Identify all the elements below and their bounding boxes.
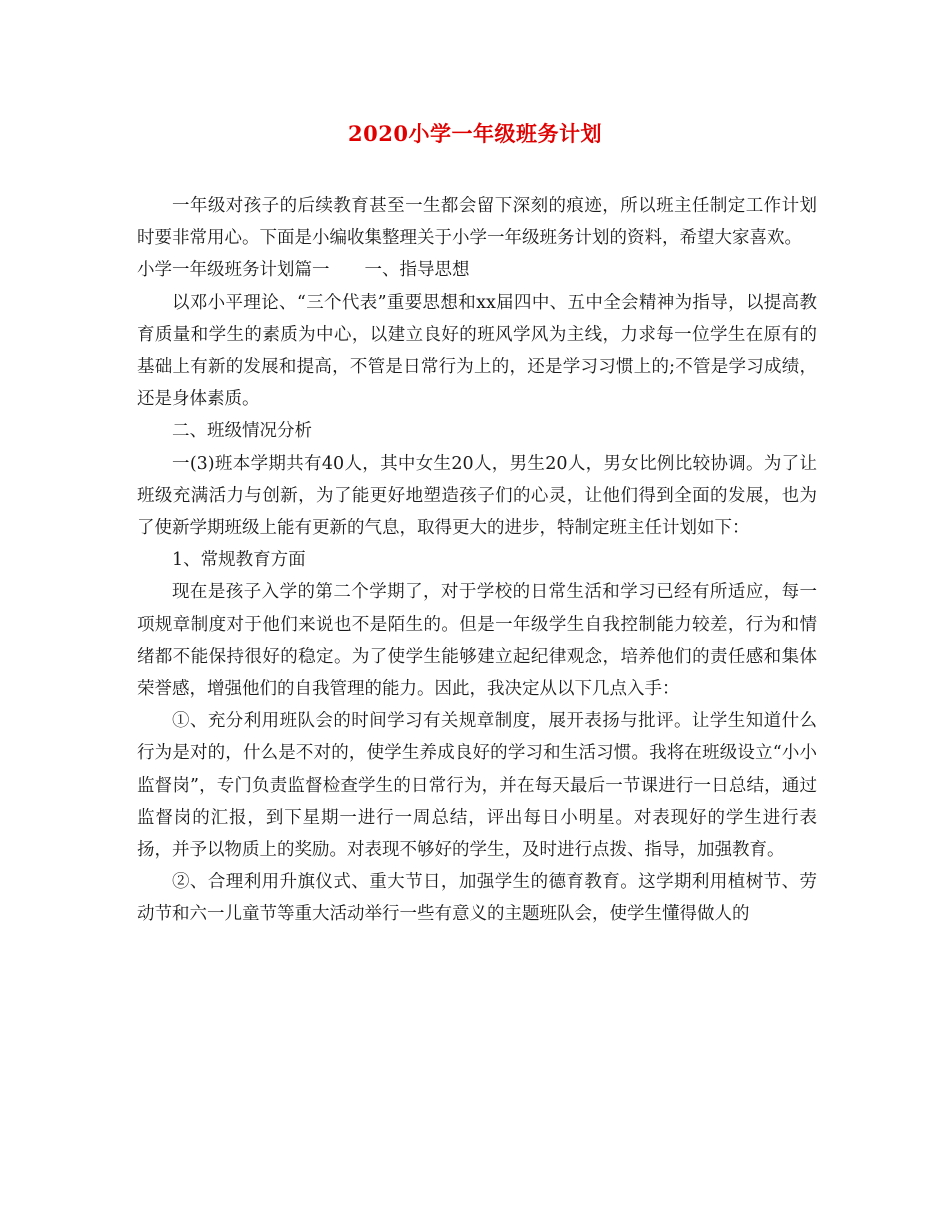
document-title: 2020小学一年级班务计划 xyxy=(348,121,602,146)
paragraph-routine-education: 现在是孩子入学的第二个学期了，对于学校的日常生活和学习已经有所适应，每一项规章制度对于他们来说也不是陌生的。但是一年级学生自我控制能力较差，行为和情绪都不能保持很好的稳定。为了使学生能够建立起纪律观念，培养他们的责任感和集体荣誉感，增强他们的自我管理的能力。因此，我决定从以下几点入手： xyxy=(137,582,817,700)
paragraph-guiding-thought: 以邓小平理论、“三个代表”重要思想和xx届四中、五中全会精神为指导，以提高教育质量和学生的素质为中心，以建立良好的班风学风为主线，力求每一位学生在原有的基础上有新的发展和提高，不管是日常行为上的，还是学习习惯上的;不管是学习成绩，还是身体素质。 xyxy=(137,292,817,410)
document-body xyxy=(137,190,817,931)
paragraph-section-heading: 小学一年级班务计划篇一 一、指导思想 xyxy=(137,260,470,281)
paragraph-intro: 一年级对孩子的后续教育甚至一生都会留下深刻的痕迹，所以班主任制定工作计划时要非常用心。下面是小编收集整理关于小学一年级班务计划的资料，希望大家喜欢。 xyxy=(137,196,817,249)
paragraph-class-analysis: 一(3)班本学期共有40人，其中女生20人，男生20人，男女比例比较协调。为了让班级充满活力与创新，为了能更好地塑造孩子们的心灵，让他们得到全面的发展，也为了使新学期班级上能有更新的气息，取得更大的进步，特制定班主任计划如下： xyxy=(137,453,817,539)
paragraph-heading-routine-education: 1、常规教育方面 xyxy=(172,550,306,571)
paragraph-item-2: ②、合理利用升旗仪式、重大节日，加强学生的德育教育。这学期利用植树节、劳动节和六一儿童节等重大活动举行一些有意义的主题班队会，使学生懂得做人的 xyxy=(137,872,817,925)
paragraph-item-1: ①、充分利用班队会的时间学习有关规章制度，展开表扬与批评。让学生知道什么行为是对的，什么是不对的，使学生养成良好的学习和生活习惯。我将在班级设立“小小监督岗”，专门负责监督检查学生的日常行为，并在每天最后一节课进行一日总结，通过监督岗的汇报，到下星期一进行一周总结，评出每日小明星。对表现好的学生进行表扬，并予以物质上的奖励。对表现不够好的学生，及时进行点拨、指导，加强教育。 xyxy=(137,711,817,861)
paragraph-heading-class-analysis: 二、班级情况分析 xyxy=(172,421,312,442)
